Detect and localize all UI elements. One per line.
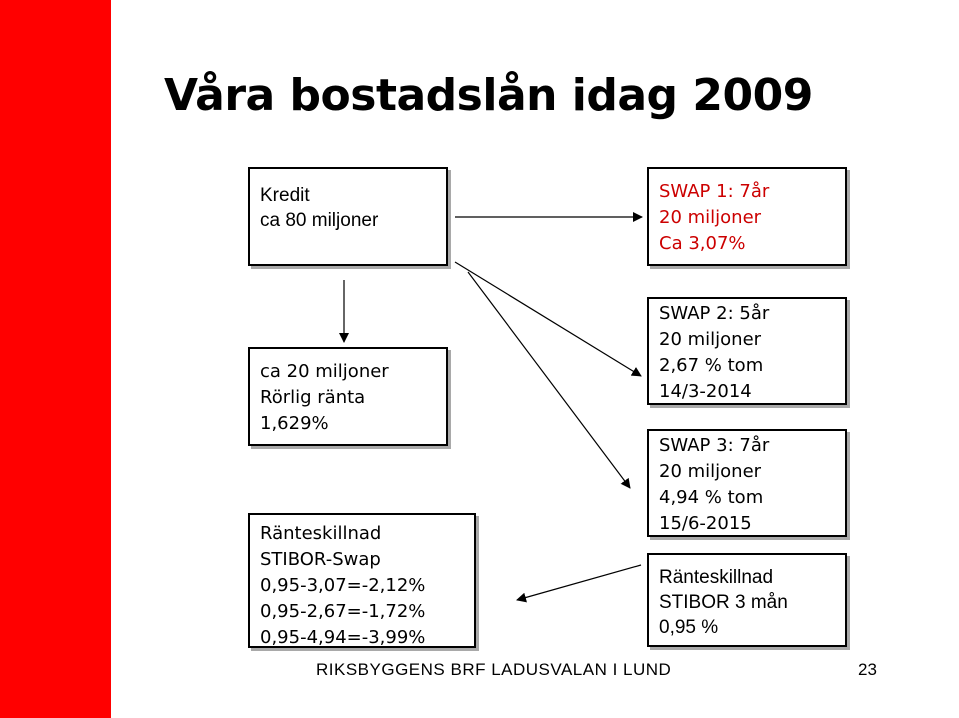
swap2-line-3: 2,67 % tom [659,355,764,376]
swap3-line-3: 4,94 % tom [659,487,764,508]
ranteskillnad-stibor-line-1: Ränteskillnad [659,567,774,588]
swap1-line-3: Ca 3,07% [659,233,746,254]
ranteskillnad-swap-line-2: STIBOR-Swap [260,549,381,570]
swap3-line-4: 15/6-2015 [659,513,752,534]
rorlig-line-1: ca 20 miljoner [260,361,389,382]
rorlig-line-3: 1,629% [260,413,329,434]
ranteskillnad-stibor-line-2: STIBOR 3 mån [659,592,788,613]
swap1-line-1: SWAP 1: 7år [659,181,770,202]
swap1-line-2: 20 miljoner [659,207,762,228]
swap3-line-1: SWAP 3: 7år [659,435,770,456]
footer-text: RIKSBYGGENS BRF LADUSVALAN I LUND [316,660,672,679]
ranteskillnad-swap-line-3: 0,95-3,07=-2,12% [260,575,426,596]
arrow-kredit-to-swap3 [468,272,630,488]
ranteskillnad-swap-line-5: 0,95-4,94=-3,99% [260,627,426,648]
kredit-line-1: Kredit [260,185,310,206]
page-title: Våra bostadslån idag 2009 [164,70,813,121]
arrow-kredit-to-swap2 [455,262,641,376]
arrow-stibor-to-ranteskillnad [517,565,641,600]
page-number: 23 [858,660,877,679]
swap2-line-2: 20 miljoner [659,329,762,350]
swap3-line-2: 20 miljoner [659,461,762,482]
kredit-line-2: ca 80 miljoner [260,210,379,231]
ranteskillnad-stibor-line-3: 0,95 % [659,617,719,638]
swap2-line-1: SWAP 2: 5år [659,303,770,324]
ranteskillnad-swap-line-1: Ränteskillnad [260,523,382,544]
swap2-line-4: 14/3-2014 [659,381,752,402]
rorlig-line-2: Rörlig ränta [260,387,366,408]
ranteskillnad-swap-line-4: 0,95-2,67=-1,72% [260,601,426,622]
